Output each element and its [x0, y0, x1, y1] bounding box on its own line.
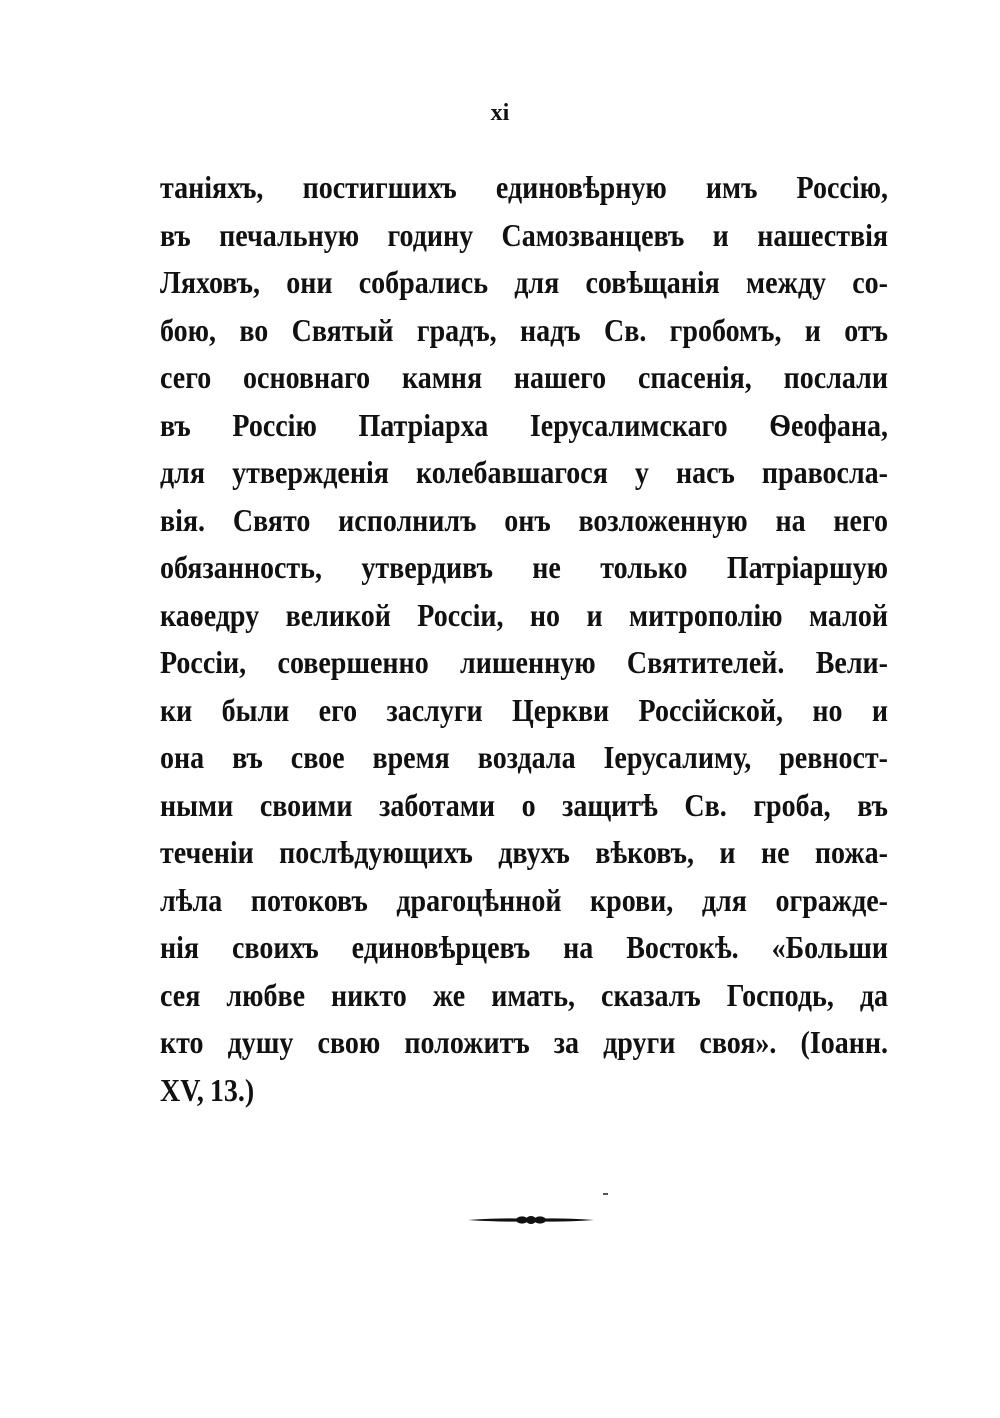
text-line: Россіи, совершенно лишенную Святителей. Вели-: [160, 646, 888, 681]
text-line: въ печальную годину Самозванцевъ и нашествія: [160, 218, 888, 254]
text-line: ки были его заслуги Церкви Россійской, но и: [160, 693, 888, 729]
text-line: она въ свое время воздала Іерусалиму, ревност-: [160, 741, 888, 776]
text-line: бою, во Святый градъ, надъ Св. гробомъ, и отъ: [160, 313, 888, 349]
text-line: вія. Свято исполнилъ онъ возложенную на него: [160, 503, 888, 539]
text-line: для утвержденія колебавшагося у насъ правосла-: [160, 456, 888, 491]
body-text: [160, 165, 888, 1115]
text-line: кто душу свою положитъ за други своя». (Іоанн.: [160, 1026, 888, 1061]
text-line: лѣла потоковъ драгоцѣнной крови, для огражде-: [160, 883, 888, 919]
text-line: XV, 13.): [160, 1073, 255, 1109]
text-line: нія своихъ единовѣрцевъ на Востокѣ. «Больши: [160, 931, 888, 966]
text-line: сего основнаго камня нашего спасенія, послали: [160, 361, 888, 396]
page-number: xi: [490, 100, 510, 126]
text-line: каѳедру великой Россіи, но и митрополію малой: [160, 598, 888, 634]
text-line: сея любве никто же имать, сказалъ Господь, да: [160, 978, 888, 1014]
text-line: Ляховъ, они собрались для совѣщанія между со-: [160, 266, 888, 301]
text-line: таніяхъ, постигшихъ единовѣрную имъ Россію,: [160, 171, 888, 206]
print-speck: [603, 1193, 608, 1195]
text-line: обязанность, утвердивъ не только Патріаршую: [160, 551, 888, 586]
ornament-divider-icon: [468, 1213, 594, 1227]
text-line: въ Россію Патріарха Іерусалимскаго Ѳеофана,: [160, 408, 888, 444]
text-line: теченіи послѣдующихъ двухъ вѣковъ, и не пожа-: [160, 836, 888, 871]
text-line: ными своими заботами о защитѣ Св. гроба, въ: [160, 788, 888, 824]
